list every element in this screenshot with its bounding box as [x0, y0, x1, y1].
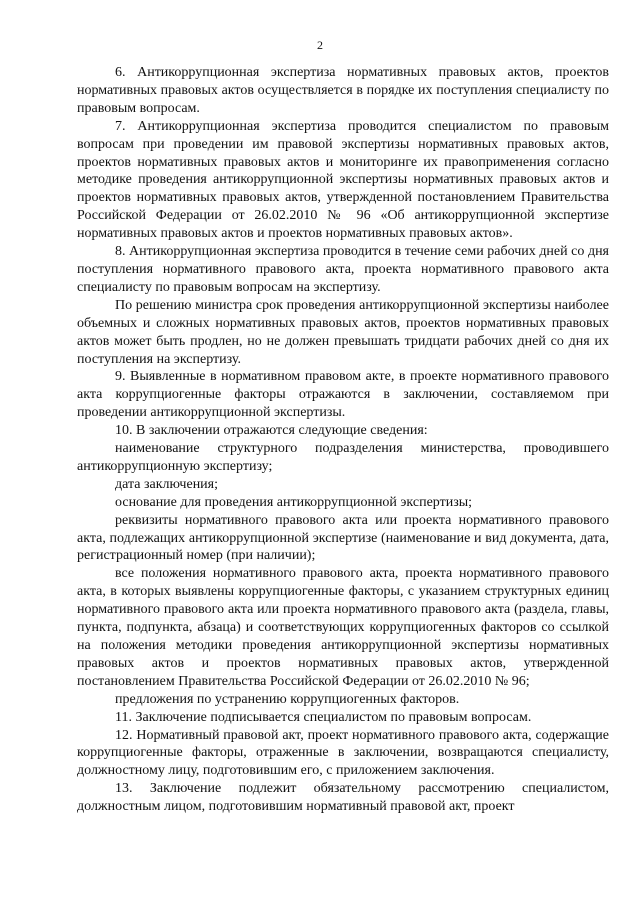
paragraph-8: 8. Антикоррупционная экспертиза проводится в течение семи рабочих дней со дня поступления нормативного правового акта, проекта нормативного правового акта специалисту по правовым вопросам на экспертизу.	[77, 244, 609, 295]
list-item: все положения нормативного правового акта, проекта нормативного правового акта, в которых выявлены коррупциогенные факторы, с указанием структурных единиц нормативного правового акта или проекта нормативного правового акта (раздела, главы, пункта, подпункта, абзаца) и соответствующих коррупциогенных факторов со ссылкой на положения методики проведения антикоррупционной экспертизы нормативных правовых актов и проектов нормативных правовых актов, утвержденной постановлением Правительства Российской Федерации от 26.02.2010 № 96;	[77, 566, 609, 689]
paragraph-11: 11. Заключение подписывается специалистом по правовым вопросам.	[115, 709, 532, 725]
document-body	[77, 64, 609, 816]
paragraph-13: 13. Заключение подлежит обязательному рассмотрению специалистом, должностным лицом, подготовившим нормативный правовой акт, проект	[77, 781, 609, 815]
paragraph-6: 6. Антикоррупционная экспертиза нормативных правовых актов, проектов нормативных правовых актов осуществляется в порядке их поступления специалисту по правовым вопросам.	[77, 65, 609, 116]
list-item: дата заключения;	[115, 476, 219, 492]
page-number: 2	[317, 38, 323, 52]
paragraph-10: 10. В заключении отражаются следующие сведения:	[115, 423, 428, 439]
paragraph-9: 9. Выявленные в нормативном правовом акте, в проекте нормативного правового акта коррупциогенные факторы отражаются в заключении, составляемом при проведении антикоррупционной экспертизы.	[77, 369, 609, 421]
paragraph-7: 7. Антикоррупционная экспертиза проводится специалистом по правовым вопросам при проведении им правовой экспертизы нормативных правовых актов, проектов нормативных правовых актов и мониторинге их правоприменения согласно методике проведения антикоррупционной экспертизы нормативных правовых актов и проектов нормативных правовых актов, утвержденной постановлением Правительства Российской Федерации от 26.02.2010 № 96 «Об антикоррупционной экспертизе нормативных правовых актов и проектов нормативных правовых актов».	[77, 118, 609, 242]
paragraph-8-extension: По решению министра срок проведения антикоррупционной экспертизы наиболее объемных и сложных нормативных правовых актов, проектов нормативных правовых актов может быть продлен, но не должен превышать тридцати рабочих дней со дня их поступления на экспертизу.	[77, 297, 609, 367]
list-item: реквизиты нормативного правового акта или проекта нормативного правового акта, подлежащих антикоррупционной экспертизе (наименование и вид документа, дата, регистрационный номер (при наличии);	[77, 512, 609, 564]
paragraph-12: 12. Нормативный правовой акт, проект нормативного правового акта, содержащие коррупциогенные факторы, отраженные в заключении, возвращаются специалисту, должностному лицу, подготовившим его, с приложением заключения.	[77, 727, 609, 779]
list-item: предложения по устранению коррупциогенных факторов.	[115, 691, 460, 707]
list-item: основание для проведения антикоррупционной экспертизы;	[115, 494, 473, 510]
list-item: наименование структурного подразделения министерства, проводившего антикоррупционную экспертизу;	[77, 441, 609, 474]
